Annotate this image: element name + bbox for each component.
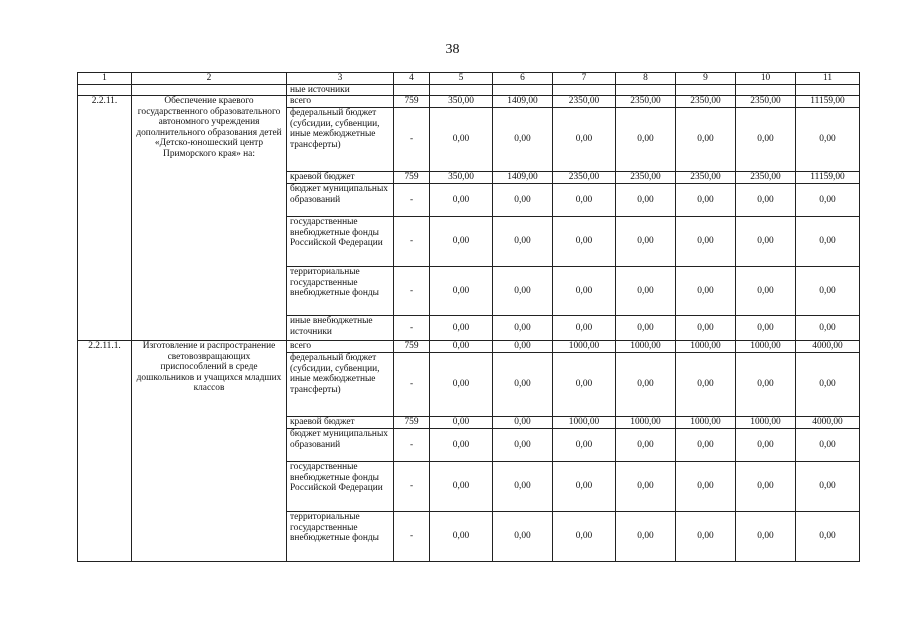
funding-source-cell: краевой бюджет (287, 417, 394, 429)
amount-cell: 0,00 (796, 462, 860, 512)
amount-cell: 2350,00 (553, 172, 616, 184)
header-cell: 2 (132, 73, 287, 85)
amount-cell: 0,00 (553, 108, 616, 172)
amount-cell: 0,00 (430, 417, 493, 429)
amount-cell: 0,00 (796, 184, 860, 217)
amount-cell: 1000,00 (676, 417, 736, 429)
amount-cell: 0,00 (493, 267, 553, 316)
header-cell: 3 (287, 73, 394, 85)
amount-cell: 0,00 (676, 108, 736, 172)
amount-cell: 2350,00 (736, 172, 796, 184)
header-cell: 4 (394, 73, 430, 85)
amount-cell: 11159,00 (796, 172, 860, 184)
ministry-code-cell: 759 (394, 341, 430, 353)
funding-source-cell: иные внебюджетные источники (287, 316, 394, 341)
item-code: 2.2.11.1. (78, 341, 132, 562)
amount-cell: 2350,00 (736, 96, 796, 108)
table-row (78, 341, 860, 353)
amount-cell: 0,00 (796, 512, 860, 562)
header-cell: 10 (736, 73, 796, 85)
funding-source-cell: государственные внебюджетные фонды Российской Федерации (287, 462, 394, 512)
amount-cell: 0,00 (493, 341, 553, 353)
budget-table (77, 72, 860, 562)
amount-cell: 0,00 (553, 217, 616, 267)
amount-cell: 0,00 (676, 429, 736, 462)
ministry-code-cell: - (394, 267, 430, 316)
funding-source-cell: территориальные государственные внебюджетные фонды (287, 512, 394, 562)
amount-cell: 0,00 (736, 512, 796, 562)
amount-cell: 0,00 (616, 462, 676, 512)
amount-cell: 0,00 (430, 462, 493, 512)
page-number: 38 (445, 42, 460, 57)
amount-cell: 0,00 (796, 353, 860, 417)
ministry-code-cell: - (394, 316, 430, 341)
table-cell (394, 84, 430, 96)
amount-cell: 0,00 (430, 108, 493, 172)
amount-cell: 0,00 (676, 353, 736, 417)
amount-cell: 0,00 (796, 429, 860, 462)
continuation-row (78, 84, 860, 96)
amount-cell: 0,00 (736, 462, 796, 512)
amount-cell: 0,00 (736, 316, 796, 341)
ministry-code-cell: 759 (394, 172, 430, 184)
ministry-code-cell: - (394, 429, 430, 462)
amount-cell: 0,00 (796, 316, 860, 341)
table-cell (430, 84, 493, 96)
amount-cell: 0,00 (736, 353, 796, 417)
funding-source-cell: всего (287, 341, 394, 353)
table-cell (493, 84, 553, 96)
table-cell (553, 84, 616, 96)
ministry-code-cell: 759 (394, 417, 430, 429)
amount-cell: 0,00 (493, 184, 553, 217)
amount-cell: 1000,00 (553, 417, 616, 429)
amount-cell: 0,00 (736, 108, 796, 172)
header-row (78, 73, 860, 85)
header-cell: 1 (78, 73, 132, 85)
ministry-code-cell: - (394, 462, 430, 512)
amount-cell: 0,00 (430, 353, 493, 417)
amount-cell: 0,00 (430, 429, 493, 462)
amount-cell: 0,00 (616, 267, 676, 316)
amount-cell: 350,00 (430, 96, 493, 108)
amount-cell: 0,00 (430, 267, 493, 316)
amount-cell: 0,00 (430, 316, 493, 341)
ministry-code-cell: - (394, 184, 430, 217)
amount-cell: 1000,00 (736, 341, 796, 353)
amount-cell: 0,00 (430, 184, 493, 217)
ministry-code-cell: - (394, 512, 430, 562)
amount-cell: 1000,00 (736, 417, 796, 429)
header-cell: 11 (796, 73, 860, 85)
funding-source-cell: бюджет муниципальных образований (287, 184, 394, 217)
funding-source-cell: краевой бюджет (287, 172, 394, 184)
amount-cell: 0,00 (553, 353, 616, 417)
amount-cell: 0,00 (796, 267, 860, 316)
amount-cell: 2350,00 (616, 172, 676, 184)
amount-cell: 0,00 (553, 462, 616, 512)
amount-cell: 0,00 (616, 429, 676, 462)
funding-source-cell: всего (287, 96, 394, 108)
item-description: Обеспечение краевого государственного образовательного автономного учреждения дополнительного образования детей «Детско-юношеский центр Приморского края» на: (132, 96, 287, 341)
amount-cell: 0,00 (493, 217, 553, 267)
funding-source-cell: федеральный бюджет (субсидии, субвенции, иные межбюджетные трансферты) (287, 353, 394, 417)
amount-cell: 2350,00 (616, 96, 676, 108)
amount-cell: 0,00 (616, 184, 676, 217)
table-cell (736, 84, 796, 96)
amount-cell: 0,00 (430, 341, 493, 353)
amount-cell: 2350,00 (553, 96, 616, 108)
amount-cell: 0,00 (676, 512, 736, 562)
amount-cell: 0,00 (493, 429, 553, 462)
amount-cell: 0,00 (493, 353, 553, 417)
amount-cell: 0,00 (616, 512, 676, 562)
amount-cell: 0,00 (553, 316, 616, 341)
amount-cell: 0,00 (493, 108, 553, 172)
header-cell: 9 (676, 73, 736, 85)
amount-cell: 0,00 (430, 217, 493, 267)
amount-cell: 0,00 (616, 108, 676, 172)
amount-cell: 0,00 (553, 184, 616, 217)
header-cell: 7 (553, 73, 616, 85)
amount-cell: 0,00 (796, 108, 860, 172)
amount-cell: 0,00 (493, 417, 553, 429)
table-cell (796, 84, 860, 96)
amount-cell: 2350,00 (676, 172, 736, 184)
header-cell: 8 (616, 73, 676, 85)
amount-cell: 0,00 (493, 316, 553, 341)
amount-cell: 0,00 (676, 217, 736, 267)
ministry-code-cell: - (394, 217, 430, 267)
amount-cell: 0,00 (676, 184, 736, 217)
amount-cell: 1409,00 (493, 96, 553, 108)
table-cell (132, 84, 287, 96)
amount-cell: 0,00 (676, 316, 736, 341)
amount-cell: 0,00 (736, 184, 796, 217)
amount-cell: 1000,00 (616, 417, 676, 429)
amount-cell: 0,00 (493, 462, 553, 512)
amount-cell: 11159,00 (796, 96, 860, 108)
amount-cell: 0,00 (736, 217, 796, 267)
funding-source-cell: территориальные государственные внебюджетные фонды (287, 267, 394, 316)
amount-cell: 0,00 (553, 429, 616, 462)
item-description: Изготовление и распространение световозвращающих приспособлений в среде дошкольников и учащихся младших классов (132, 341, 287, 562)
amount-cell: 1409,00 (493, 172, 553, 184)
amount-cell: 0,00 (736, 429, 796, 462)
amount-cell: 0,00 (616, 217, 676, 267)
header-cell: 6 (493, 73, 553, 85)
funding-source-cell: бюджет муниципальных образований (287, 429, 394, 462)
amount-cell: 1000,00 (676, 341, 736, 353)
ministry-code-cell: 759 (394, 96, 430, 108)
amount-cell: 0,00 (616, 316, 676, 341)
header-cell: 5 (430, 73, 493, 85)
amount-cell: 1000,00 (616, 341, 676, 353)
amount-cell: 350,00 (430, 172, 493, 184)
amount-cell: 2350,00 (676, 96, 736, 108)
amount-cell: 0,00 (493, 512, 553, 562)
amount-cell: 0,00 (553, 512, 616, 562)
ministry-code-cell: - (394, 108, 430, 172)
amount-cell: 0,00 (796, 217, 860, 267)
amount-cell: 0,00 (553, 267, 616, 316)
amount-cell: 0,00 (676, 267, 736, 316)
amount-cell: 0,00 (430, 512, 493, 562)
table-cell (676, 84, 736, 96)
amount-cell: 4000,00 (796, 417, 860, 429)
amount-cell: 0,00 (676, 462, 736, 512)
funding-source-cell: федеральный бюджет (субсидии, субвенции, иные межбюджетные трансферты) (287, 108, 394, 172)
amount-cell: 0,00 (616, 353, 676, 417)
table-row (78, 96, 860, 108)
table-cell (616, 84, 676, 96)
amount-cell: 1000,00 (553, 341, 616, 353)
funding-source-cell: государственные внебюджетные фонды Российской Федерации (287, 217, 394, 267)
amount-cell: 0,00 (736, 267, 796, 316)
table-cell (78, 84, 132, 96)
amount-cell: 4000,00 (796, 341, 860, 353)
item-code: 2.2.11. (78, 96, 132, 341)
ministry-code-cell: - (394, 353, 430, 417)
funding-source-cell: ные источники (287, 84, 394, 96)
